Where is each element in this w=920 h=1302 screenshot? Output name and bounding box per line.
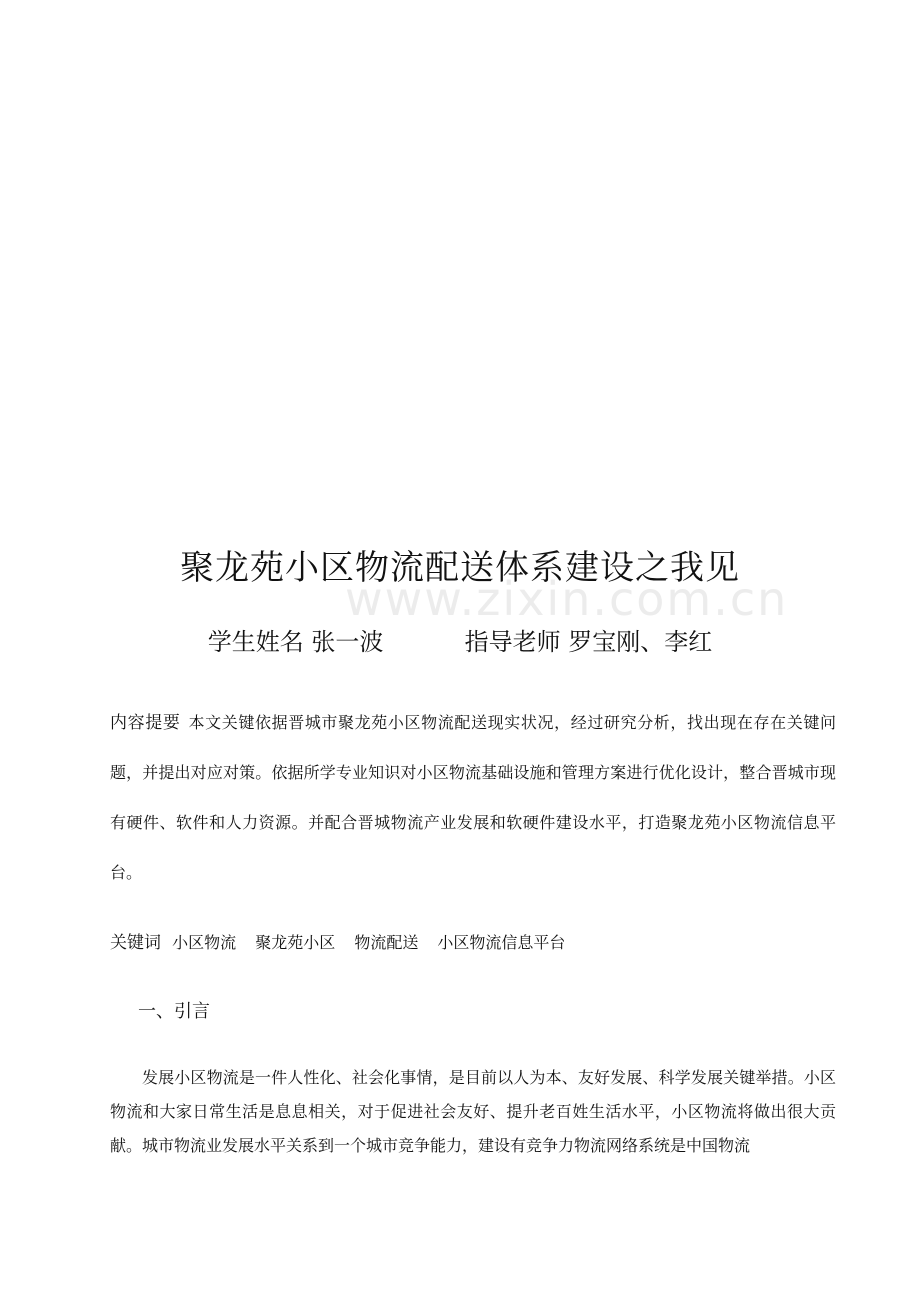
keyword-item: 物流配送 [354,933,419,952]
body-paragraph: 发展小区物流是一件人性化、社会化事情，是目前以人为本、友好发展、科学发展关键举措。小区物流和大家日常生活是息息相关，对于促进社会友好、提升老百姓生活水平，小区物流将做出很大贡献。城市物流业发展水平关系到一个城市竞争能力，建设有竞争力物流网络系统是中国物流 [110,1068,836,1155]
section-heading: 一、引言 [138,1001,210,1022]
advisor-names: 罗宝刚、李红 [568,628,713,656]
student-label: 学生姓名 [207,628,304,656]
keyword-item: 小区物流信息平台 [437,933,566,952]
abstract-text: 本文关键依据晋城市聚龙苑小区物流配送现实状况，经过研究分析，找出现在存在关键问题，并提出对应对策。依据所学专业知识对小区物流基础设施和管理方案进行优化设计，整合晋城市现有硬件、软件和人力资源。并配合晋城物流产业发展和软硬件建设水平，打造聚龙苑小区物流信息平台。 [110,713,836,882]
document-title: 聚龙苑小区物流配送体系建设之我见 [180,548,740,588]
student-name: 张一波 [311,628,384,656]
keyword-item: 小区物流 [172,933,237,952]
keywords [110,925,836,961]
abstract-label: 内容提要 [110,713,181,733]
abstract [110,698,836,898]
author-line [0,620,920,664]
watermark: www.zixin.com.cn [345,572,789,626]
keyword-item: 聚龙苑小区 [255,933,336,952]
keywords-label: 关键词 [110,933,161,953]
advisor-label: 指导老师 [464,628,561,656]
